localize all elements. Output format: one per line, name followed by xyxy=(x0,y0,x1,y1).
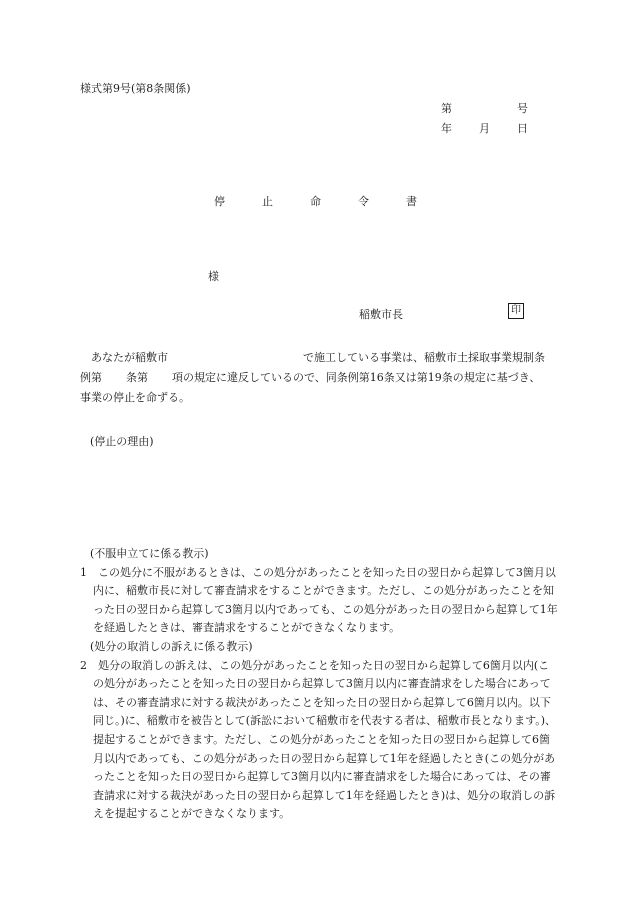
body-line1b: で施工している事業は、稲敷市土採取事業規制条 xyxy=(303,351,545,364)
document-number xyxy=(441,100,528,116)
body-line3: 事業の停止を命ずる。 xyxy=(80,391,190,404)
addressee-suffix: 様 xyxy=(208,270,219,283)
instructions xyxy=(80,545,560,824)
issuer-name: 稲敷市長 xyxy=(359,308,403,321)
page-title xyxy=(214,193,454,209)
seal-mark: 印 xyxy=(508,303,524,319)
appeal-instruction: 1 この処分に不服があるときは、この処分があったことを知った日の翌日から起算して3箇月以内に、稲敷市長に対して審査請求をすることができます。ただし、この処分があったことを知った日の翌日から起算して3箇月以内であっても、この処分があった日の翌日から起算して1年を経過したときは、審査請求をすることができなくなります。 xyxy=(80,565,558,635)
number-label: 第 xyxy=(441,102,452,115)
number-suffix: 号 xyxy=(517,102,528,115)
title-char: 命 xyxy=(310,195,321,208)
date-year: 年 xyxy=(441,122,452,135)
body-line2: 項の規定に違反しているので、同条例第16条又は第19条の規定に基づき、 xyxy=(172,371,541,384)
body-clause-label: 条第 xyxy=(126,371,148,384)
title-char: 書 xyxy=(406,195,417,208)
body-line1: あなたが稲敷市 xyxy=(91,351,168,364)
title-char: 令 xyxy=(358,195,369,208)
lawsuit-instruction: 2 処分の取消しの訴えは、この処分があったことを知った日の翌日から起算して6箇月以内(この処分があったことを知った日の翌日から起算して3箇月以内に審査請求をした場合にあっては、その審査請求に対する裁決があったことを知った日の翌日から起算して6箇月以内。以下同じ。)に、稲敷市を被告として(訴訟において稲敷市を代表する者は、稲敷市長となります。)、提起することができます。ただし、この処分があったことを知った日の翌日から起算して6箇月以内であっても、この処分があった日の翌日から起算して1年を経過したとき(この処分があったことを知った日の翌日から起算して3箇月以内に審査請求をした場合にあっては、その審査請求に対する裁決があった日の翌日から起算して1年を経過したとき)は、処分の取消しの訴えを提起することができなくなります。 xyxy=(80,658,556,821)
document-date xyxy=(441,120,528,136)
appeal-heading: (不服申立てに係る教示) xyxy=(90,547,209,560)
order-body xyxy=(80,348,550,408)
date-month: 月 xyxy=(479,122,490,135)
reason-label: (停止の理由) xyxy=(90,435,154,448)
title-char: 止 xyxy=(262,195,273,208)
date-day: 日 xyxy=(517,122,528,135)
body-article-label: 例第 xyxy=(80,371,102,384)
form-number: 様式第9号(第8条関係) xyxy=(80,82,191,95)
title-char: 停 xyxy=(214,195,225,208)
lawsuit-heading: (処分の取消しの訴えに係る教示) xyxy=(90,639,253,653)
